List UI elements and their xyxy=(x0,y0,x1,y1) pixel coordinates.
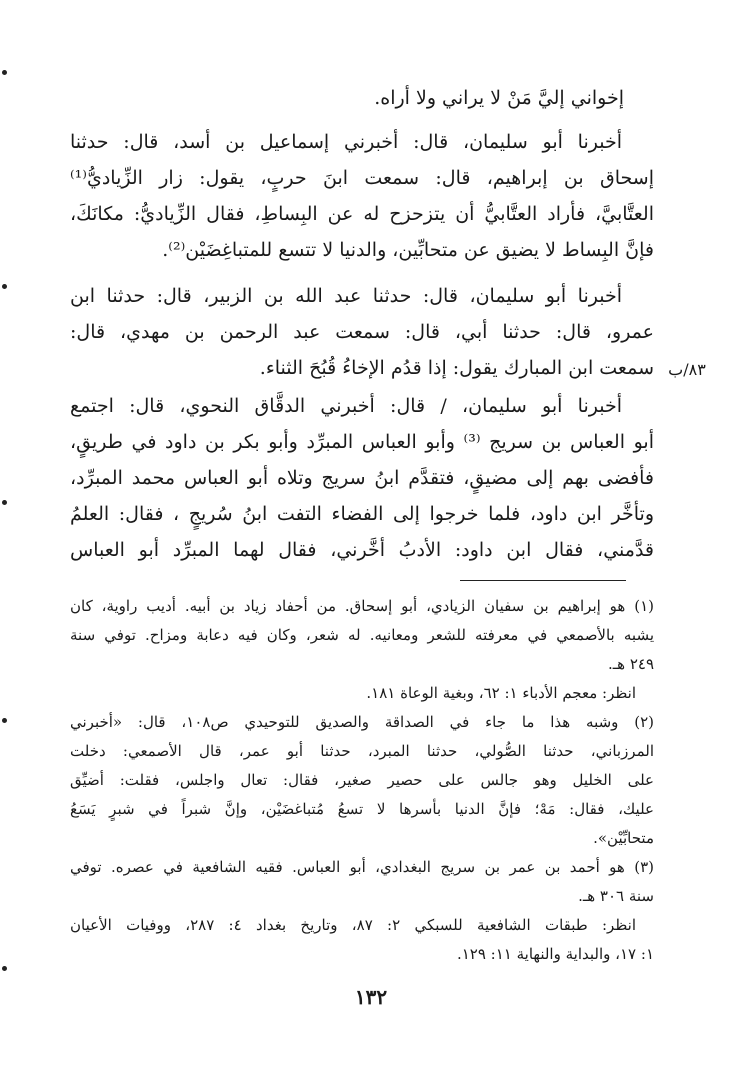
text-line: قدَّمني، فقال ابن داود: الأدبُ أخَّرني، فقال لهما المبرِّد أبو العباس xyxy=(70,539,654,561)
text-line: إسحاق بن إبراهيم، قال: سمعت ابنَ حربٍ، يقول: زار الزِّياديُّ⁽¹⁾ xyxy=(70,167,654,189)
text-line: فأفضى بهم إلى مضيقٍ، فتقدَّم ابنُ سريج وتلاه أبو العباس محمد المبرِّد، xyxy=(70,467,654,489)
edge-mark-3 xyxy=(2,500,7,505)
footnote-line: المرزباني، حدثنا الصُّولي، حدثنا المبرد، حدثنا أبو عمر، قال الأصمعي: دخلت xyxy=(70,742,654,760)
text-line: أبو العباس بن سريج ⁽³⁾ وأبو العباس المبرِّد وأبو بكر بن داود في طريقٍ، xyxy=(70,431,654,453)
text-line: العتَّابيَّ، فأراد العتَّابيُّ أن يتزحزح له عن البِساطِ، فقال الزِّياديُّ: مكانَكَ، xyxy=(70,203,654,225)
footnote-line: (٢) وشبه هذا ما جاء في الصداقة والصديق للتوحيدي ص١٠٨، قال: «أخبرني xyxy=(70,713,654,731)
paragraph-zayadi xyxy=(70,124,654,268)
text-line: سمعت ابن المبارك يقول: إذا قدُم الإخاءُ قُبُحَ الثناء. xyxy=(259,357,654,379)
footnote-line: على الخليل وهو جالس على حصير صغير، فقال: تعال واجلس، فقلت: أضيِّق xyxy=(70,771,654,789)
edge-mark-1 xyxy=(2,70,7,75)
page-number: ١٣٢ xyxy=(354,985,388,1009)
footnote-line: (٣) هو أحمد بن عمر بن سريج البغدادي، أبو العباس. فقيه الشافعية في عصره. توفي xyxy=(70,858,654,876)
edge-mark-2 xyxy=(2,284,7,289)
edge-mark-5 xyxy=(2,966,7,971)
footnote-line: انظر: معجم الأدباء ١: ٦٢، وبغية الوعاة ١٨١. xyxy=(366,684,636,702)
text-line: فإنَّ البِساط لا يضيق عن متحابِّين، والدنيا لا تتسع للمتباغِضَيْن⁽²⁾. xyxy=(162,239,654,261)
footnote-line: انظر: طبقات الشافعية للسبكي ٢: ٨٧، وتاريخ بغداد ٤: ٢٨٧، ووفيات الأعيان xyxy=(70,916,636,934)
manuscript-folio-marker: ٨٣/ب xyxy=(668,360,706,379)
text-line: أخبرنا أبو سليمان، / قال: أخبرني الدقَّاق النحوي، قال: اجتمع xyxy=(70,395,622,417)
text-line: وتأخَّر ابن داود، فلما خرجوا إلى الفضاء التفت ابنُ سُريجٍ ، فقال: العلمُ xyxy=(70,503,654,525)
paragraph-ibn-mubarak xyxy=(70,278,654,386)
text-line: إخواني إليَّ مَنْ لا يراني ولا أراه. xyxy=(374,87,624,109)
text-line: أخبرنا أبو سليمان، قال: حدثنا عبد الله بن الزبير، قال: حدثنا ابن xyxy=(70,285,622,307)
footnote-line: سنة ٣٠٦ هـ. xyxy=(578,887,654,905)
footnote-line: متحابِّيْن». xyxy=(593,829,654,847)
footnotes xyxy=(70,592,654,969)
text-line: عمرو، قال: حدثنا أبي، قال: سمعت عبد الرحمن بن مهدي، قال: xyxy=(70,321,654,343)
edge-mark-4 xyxy=(2,718,7,723)
footnote-line: عليك، فقال: مَهْ؛ فإنَّ الدنيا بأسرها لا تسعُ مُتباغضَيْن، وإنَّ شبراً في شبرٍ يَسَعُ xyxy=(70,800,654,818)
footnote-line: ٢٤٩ هـ. xyxy=(607,655,654,673)
footnote-divider xyxy=(460,580,626,581)
paragraph-ibn-surayj xyxy=(70,388,654,568)
footnote-line: ١: ١٧، والبداية والنهاية ١١: ١٢٩. xyxy=(456,945,654,963)
text-line: أخبرنا أبو سليمان، قال: أخبرني إسماعيل بن أسد، قال: حدثنا xyxy=(70,131,622,153)
footnote-line: يشبه بالأصمعي في معرفته للشعر ومعانيه. له شعر، وكان فيه دعابة ومزاح. توفي سنة xyxy=(70,626,654,644)
main-text xyxy=(70,80,654,116)
footnote-line: (١) هو إبراهيم بن سفيان الزيادي، أبو إسحاق. من أحفاد زياد بن أبيه. أديب راوية، كان xyxy=(70,597,654,615)
